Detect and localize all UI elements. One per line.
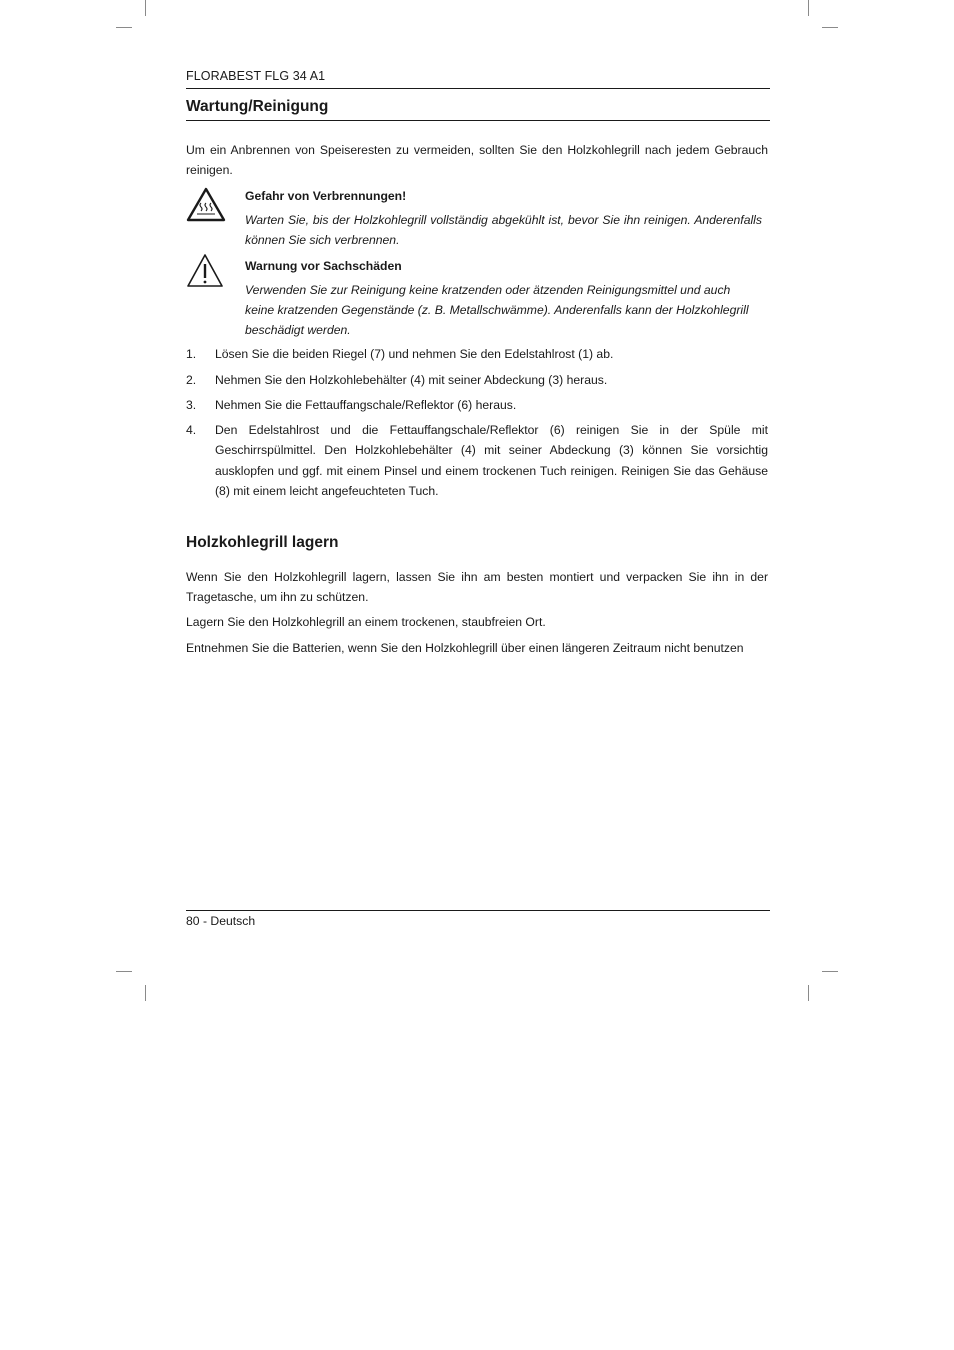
exclamation-warning-icon xyxy=(186,253,224,288)
step-number: 3. xyxy=(186,398,197,412)
crop-mark xyxy=(116,971,132,972)
step-text: Nehmen Sie den Holzkohlebehälter (4) mit seiner Abdeckung (3) heraus. xyxy=(215,373,608,387)
crop-mark xyxy=(116,27,132,28)
damage-warning xyxy=(245,256,762,340)
storage-paragraph: Entnehmen Sie die Batterien, wenn Sie den Holzkohlegrill über einen längeren Zeitraum nicht benutzen xyxy=(186,641,744,655)
running-header: FLORABEST FLG 34 A1 xyxy=(186,69,326,83)
footer-rule xyxy=(186,910,770,911)
crop-mark xyxy=(822,27,838,28)
section-heading-storage: Holzkohlegrill lagern xyxy=(186,534,339,551)
crop-mark xyxy=(822,971,838,972)
step-text: Lösen Sie die beiden Riegel (7) und nehmen Sie den Edelstahlrost (1) ab. xyxy=(215,347,614,361)
burn-warning-title: Gefahr von Verbrennungen! xyxy=(245,189,407,203)
damage-warning-text: Verwenden Sie zur Reinigung keine kratzenden oder ätzenden Reinigungsmittel und auch keine kratzenden Gegenstände (z. B. Metallschwämme). Anderenfalls kann der Holzkohlegrill beschädigt werden. xyxy=(245,283,749,337)
crop-mark xyxy=(145,985,146,1001)
crop-mark xyxy=(808,0,809,16)
crop-mark xyxy=(808,985,809,1001)
step-number: 4. xyxy=(186,423,197,437)
step-number: 1. xyxy=(186,347,197,361)
storage-paragraph: Wenn Sie den Holzkohlegrill lagern, lassen Sie ihn am besten montiert und verpacken Sie ihn in der Tragetasche, um ihn zu schützen. xyxy=(186,570,768,605)
step-number: 2. xyxy=(186,373,197,387)
step-text: Den Edelstahlrost und die Fettauffangschale/Reflektor (6) reinigen Sie in der Spüle mit Geschirrspülmittel. Den Holzkohlebehälter (4) mit seiner Abdeckung (3) können Sie vorsichtig ausklopfen und ggf. mit einem Pinsel und einem trockenen Tuch reinigen. Reinigen Sie das Gehäuse (8) mit einem leicht angefeuchteten Tuch. xyxy=(215,423,768,499)
burn-warning-text: Warten Sie, bis der Holzkohlegrill vollständig abgekühlt ist, bevor Sie ihn reinigen. Anderenfalls können Sie sich verbrennen. xyxy=(245,213,762,247)
crop-mark xyxy=(145,0,146,16)
storage-paragraph: Lagern Sie den Holzkohlegrill an einem trockenen, staubfreien Ort. xyxy=(186,615,546,629)
intro-paragraph: Um ein Anbrennen von Speiseresten zu vermeiden, sollten Sie den Holzkohlegrill nach jedem Gebrauch reinigen. xyxy=(186,143,768,178)
burn-warning xyxy=(245,186,762,250)
section-heading-maintenance: Wartung/Reinigung xyxy=(186,98,329,115)
hot-surface-warning-icon xyxy=(186,187,226,222)
step-text: Nehmen Sie die Fettauffangschale/Reflektor (6) heraus. xyxy=(215,398,517,412)
page-number: 80 - Deutsch xyxy=(186,914,256,928)
damage-warning-title: Warnung vor Sachschäden xyxy=(245,259,402,273)
header-rule xyxy=(186,88,770,89)
section-heading-rule xyxy=(186,120,770,121)
